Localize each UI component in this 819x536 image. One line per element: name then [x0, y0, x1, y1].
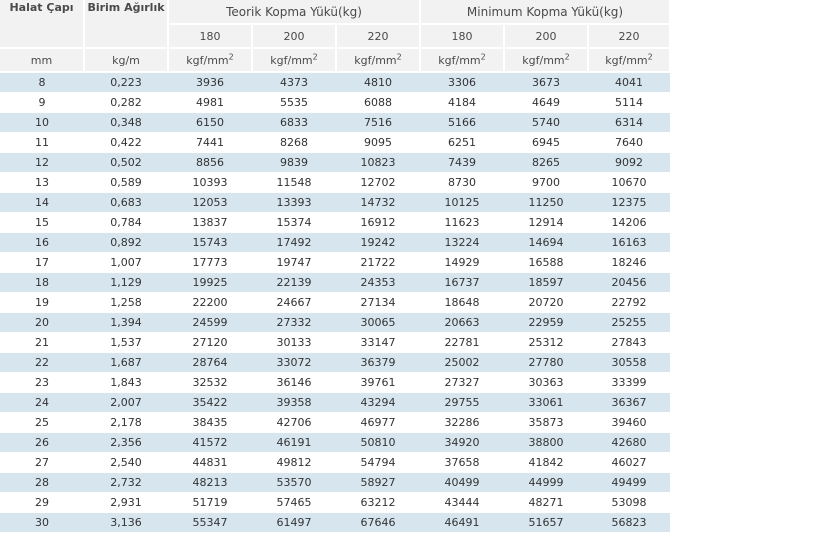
table-row [0, 173, 670, 193]
cell-unit-weight: 3,136 [84, 513, 168, 533]
cell-teorik-180: 51719 [168, 493, 252, 513]
cell-minimum-220: 42680 [588, 433, 670, 453]
table-row [0, 473, 670, 493]
cell-teorik-200: 9839 [252, 153, 336, 173]
cell-diameter: 12 [0, 153, 84, 173]
table-row [0, 213, 670, 233]
cell-minimum-200: 44999 [504, 473, 588, 493]
cell-minimum-220: 9092 [588, 153, 670, 173]
cell-minimum-220: 6314 [588, 113, 670, 133]
cell-teorik-180: 13837 [168, 213, 252, 233]
cell-unit-weight: 2,732 [84, 473, 168, 493]
table-row [0, 72, 670, 93]
cell-minimum-200: 6945 [504, 133, 588, 153]
cell-diameter: 29 [0, 493, 84, 513]
cell-teorik-220: 30065 [336, 313, 420, 333]
cell-unit-weight: 0,892 [84, 233, 168, 253]
table-row [0, 293, 670, 313]
cell-minimum-180: 27327 [420, 373, 504, 393]
cell-minimum-180: 5166 [420, 113, 504, 133]
cell-teorik-180: 7441 [168, 133, 252, 153]
cell-diameter: 14 [0, 193, 84, 213]
cell-minimum-200: 5740 [504, 113, 588, 133]
cell-minimum-180: 43444 [420, 493, 504, 513]
cell-minimum-220: 10670 [588, 173, 670, 193]
table-row [0, 253, 670, 273]
cell-teorik-220: 16912 [336, 213, 420, 233]
cell-teorik-180: 55347 [168, 513, 252, 533]
table-row [0, 193, 670, 213]
cell-minimum-180: 11623 [420, 213, 504, 233]
cell-teorik-200: 30133 [252, 333, 336, 353]
cell-teorik-220: 67646 [336, 513, 420, 533]
grade-minimum-200: 200 [504, 24, 588, 48]
cell-teorik-220: 6088 [336, 93, 420, 113]
cell-diameter: 24 [0, 393, 84, 413]
cell-minimum-220: 39460 [588, 413, 670, 433]
cell-teorik-180: 15743 [168, 233, 252, 253]
table-row [0, 393, 670, 413]
unit-strength: kgf/$mm^2$ [588, 48, 670, 72]
cell-teorik-220: 63212 [336, 493, 420, 513]
cell-teorik-200: 22139 [252, 273, 336, 293]
cell-unit-weight: 0,348 [84, 113, 168, 133]
cell-unit-weight: 2,178 [84, 413, 168, 433]
cell-minimum-180: 3306 [420, 72, 504, 93]
cell-minimum-180: 6251 [420, 133, 504, 153]
cell-teorik-220: 24353 [336, 273, 420, 293]
cell-teorik-200: 13393 [252, 193, 336, 213]
cell-teorik-180: 8856 [168, 153, 252, 173]
cell-teorik-200: 39358 [252, 393, 336, 413]
unit-weight: kg/m [84, 48, 168, 72]
cell-unit-weight: 0,784 [84, 213, 168, 233]
cell-minimum-180: 16737 [420, 273, 504, 293]
cell-diameter: 20 [0, 313, 84, 333]
cell-diameter: 23 [0, 373, 84, 393]
cell-diameter: 21 [0, 333, 84, 353]
cell-diameter: 11 [0, 133, 84, 153]
cell-minimum-180: 8730 [420, 173, 504, 193]
table-row [0, 93, 670, 113]
cell-minimum-220: 56823 [588, 513, 670, 533]
table-row [0, 313, 670, 333]
cell-minimum-200: 33061 [504, 393, 588, 413]
table-row [0, 413, 670, 433]
cell-unit-weight: 1,687 [84, 353, 168, 373]
cell-minimum-180: 4184 [420, 93, 504, 113]
cell-diameter: 10 [0, 113, 84, 133]
header-teorik-kopma: Teorik Kopma Yükü(kg) [168, 0, 420, 24]
cell-minimum-200: 16588 [504, 253, 588, 273]
cell-unit-weight: 0,282 [84, 93, 168, 113]
cell-minimum-200: 25312 [504, 333, 588, 353]
cell-teorik-200: 15374 [252, 213, 336, 233]
cell-minimum-220: 20456 [588, 273, 670, 293]
cell-teorik-180: 12053 [168, 193, 252, 213]
cell-teorik-180: 3936 [168, 72, 252, 93]
table-row [0, 233, 670, 253]
cell-teorik-180: 4981 [168, 93, 252, 113]
cell-minimum-200: 41842 [504, 453, 588, 473]
cell-minimum-200: 3673 [504, 72, 588, 93]
cell-minimum-180: 14929 [420, 253, 504, 273]
cell-minimum-220: 18246 [588, 253, 670, 273]
cell-minimum-220: 49499 [588, 473, 670, 493]
cell-minimum-180: 34920 [420, 433, 504, 453]
cell-unit-weight: 1,258 [84, 293, 168, 313]
cell-teorik-220: 33147 [336, 333, 420, 353]
cell-minimum-180: 46491 [420, 513, 504, 533]
cell-minimum-200: 22959 [504, 313, 588, 333]
grade-minimum-180: 180 [420, 24, 504, 48]
cell-teorik-180: 32532 [168, 373, 252, 393]
cell-teorik-220: 4810 [336, 72, 420, 93]
cell-diameter: 9 [0, 93, 84, 113]
cell-teorik-220: 46977 [336, 413, 420, 433]
cell-unit-weight: 1,394 [84, 313, 168, 333]
cell-minimum-220: 27843 [588, 333, 670, 353]
cell-minimum-220: 5114 [588, 93, 670, 113]
cell-minimum-200: 51657 [504, 513, 588, 533]
cell-minimum-200: 9700 [504, 173, 588, 193]
header-halat-capi: Halat Çapı [0, 0, 84, 48]
cell-minimum-180: 40499 [420, 473, 504, 493]
cell-minimum-220: 46027 [588, 453, 670, 473]
cell-teorik-180: 6150 [168, 113, 252, 133]
cell-teorik-180: 27120 [168, 333, 252, 353]
cell-diameter: 17 [0, 253, 84, 273]
table-row [0, 273, 670, 293]
cell-minimum-200: 20720 [504, 293, 588, 313]
cell-unit-weight: 0,589 [84, 173, 168, 193]
unit-diameter: mm [0, 48, 84, 72]
cell-minimum-200: 11250 [504, 193, 588, 213]
cell-minimum-220: 4041 [588, 72, 670, 93]
cell-unit-weight: 2,540 [84, 453, 168, 473]
cell-minimum-180: 22781 [420, 333, 504, 353]
table-row [0, 133, 670, 153]
cell-minimum-180: 25002 [420, 353, 504, 373]
table-row [0, 493, 670, 513]
cell-teorik-200: 57465 [252, 493, 336, 513]
cell-diameter: 15 [0, 213, 84, 233]
cell-teorik-180: 35422 [168, 393, 252, 413]
cell-minimum-200: 38800 [504, 433, 588, 453]
cell-teorik-200: 11548 [252, 173, 336, 193]
cell-diameter: 25 [0, 413, 84, 433]
cell-minimum-200: 18597 [504, 273, 588, 293]
cell-teorik-220: 9095 [336, 133, 420, 153]
cell-teorik-180: 44831 [168, 453, 252, 473]
cell-teorik-180: 19925 [168, 273, 252, 293]
cell-teorik-180: 28764 [168, 353, 252, 373]
cell-teorik-220: 54794 [336, 453, 420, 473]
cell-teorik-220: 7516 [336, 113, 420, 133]
cell-teorik-200: 53570 [252, 473, 336, 493]
grade-teorik-220: 220 [336, 24, 420, 48]
table-row [0, 453, 670, 473]
cell-minimum-200: 14694 [504, 233, 588, 253]
cell-unit-weight: 1,843 [84, 373, 168, 393]
cell-minimum-180: 29755 [420, 393, 504, 413]
cell-minimum-200: 12914 [504, 213, 588, 233]
cell-minimum-200: 8265 [504, 153, 588, 173]
cell-teorik-200: 17492 [252, 233, 336, 253]
cell-diameter: 30 [0, 513, 84, 533]
cell-teorik-220: 27134 [336, 293, 420, 313]
cell-minimum-220: 7640 [588, 133, 670, 153]
cell-unit-weight: 2,931 [84, 493, 168, 513]
cell-unit-weight: 0,422 [84, 133, 168, 153]
cell-diameter: 13 [0, 173, 84, 193]
header-minimum-kopma: Minimum Kopma Yükü(kg) [420, 0, 670, 24]
cell-diameter: 28 [0, 473, 84, 493]
cell-unit-weight: 2,356 [84, 433, 168, 453]
unit-strength: kgf/$mm^2$ [504, 48, 588, 72]
table-row [0, 373, 670, 393]
cell-teorik-200: 19747 [252, 253, 336, 273]
cell-minimum-220: 53098 [588, 493, 670, 513]
cell-teorik-180: 48213 [168, 473, 252, 493]
cell-teorik-220: 10823 [336, 153, 420, 173]
cell-teorik-180: 10393 [168, 173, 252, 193]
cell-minimum-180: 10125 [420, 193, 504, 213]
cell-unit-weight: 2,007 [84, 393, 168, 413]
cell-minimum-200: 48271 [504, 493, 588, 513]
cell-minimum-200: 35873 [504, 413, 588, 433]
grade-minimum-220: 220 [588, 24, 670, 48]
cell-minimum-220: 36367 [588, 393, 670, 413]
cell-teorik-180: 24599 [168, 313, 252, 333]
cell-diameter: 22 [0, 353, 84, 373]
cell-teorik-200: 4373 [252, 72, 336, 93]
cell-teorik-220: 50810 [336, 433, 420, 453]
cell-teorik-200: 24667 [252, 293, 336, 313]
cell-diameter: 26 [0, 433, 84, 453]
cell-teorik-200: 8268 [252, 133, 336, 153]
table-body [0, 72, 670, 533]
cell-unit-weight: 1,537 [84, 333, 168, 353]
cell-diameter: 8 [0, 72, 84, 93]
cell-unit-weight: 1,007 [84, 253, 168, 273]
cell-teorik-220: 14732 [336, 193, 420, 213]
cell-minimum-220: 22792 [588, 293, 670, 313]
cell-minimum-220: 30558 [588, 353, 670, 373]
grade-teorik-200: 200 [252, 24, 336, 48]
cell-minimum-180: 37658 [420, 453, 504, 473]
cell-diameter: 19 [0, 293, 84, 313]
cell-minimum-220: 12375 [588, 193, 670, 213]
cell-teorik-220: 58927 [336, 473, 420, 493]
cell-minimum-180: 32286 [420, 413, 504, 433]
cell-teorik-180: 17773 [168, 253, 252, 273]
cell-teorik-180: 38435 [168, 413, 252, 433]
cell-unit-weight: 0,223 [84, 72, 168, 93]
grade-teorik-180: 180 [168, 24, 252, 48]
table-row [0, 333, 670, 353]
table-row [0, 153, 670, 173]
cell-unit-weight: 0,683 [84, 193, 168, 213]
cell-teorik-200: 46191 [252, 433, 336, 453]
table-row [0, 113, 670, 133]
units-row [0, 48, 670, 72]
cell-teorik-200: 42706 [252, 413, 336, 433]
cell-minimum-200: 30363 [504, 373, 588, 393]
cell-teorik-220: 12702 [336, 173, 420, 193]
cell-minimum-180: 13224 [420, 233, 504, 253]
cell-minimum-220: 25255 [588, 313, 670, 333]
unit-strength: kgf/$mm^2$ [420, 48, 504, 72]
unit-strength: kgf/$mm^2$ [336, 48, 420, 72]
cell-teorik-200: 33072 [252, 353, 336, 373]
cell-minimum-180: 7439 [420, 153, 504, 173]
cell-unit-weight: 1,129 [84, 273, 168, 293]
cell-minimum-220: 14206 [588, 213, 670, 233]
cell-teorik-220: 21722 [336, 253, 420, 273]
table-row [0, 433, 670, 453]
cell-minimum-200: 4649 [504, 93, 588, 113]
cell-teorik-220: 43294 [336, 393, 420, 413]
cell-teorik-200: 6833 [252, 113, 336, 133]
unit-strength: kgf/$mm^2$ [252, 48, 336, 72]
cell-diameter: 18 [0, 273, 84, 293]
cell-teorik-220: 19242 [336, 233, 420, 253]
unit-strength: kgf/$mm^2$ [168, 48, 252, 72]
cell-minimum-200: 27780 [504, 353, 588, 373]
cell-unit-weight: 0,502 [84, 153, 168, 173]
cell-teorik-200: 61497 [252, 513, 336, 533]
table-header [0, 0, 670, 72]
cell-diameter: 16 [0, 233, 84, 253]
cell-teorik-200: 36146 [252, 373, 336, 393]
cell-teorik-220: 39761 [336, 373, 420, 393]
cell-teorik-200: 5535 [252, 93, 336, 113]
cell-diameter: 27 [0, 453, 84, 473]
cell-teorik-180: 41572 [168, 433, 252, 453]
cell-minimum-220: 33399 [588, 373, 670, 393]
cell-teorik-180: 22200 [168, 293, 252, 313]
table-row [0, 513, 670, 533]
cell-minimum-180: 20663 [420, 313, 504, 333]
header-birim-agirlik: Birim Ağırlık [84, 0, 168, 48]
cell-minimum-180: 18648 [420, 293, 504, 313]
cell-teorik-200: 27332 [252, 313, 336, 333]
cell-teorik-200: 49812 [252, 453, 336, 473]
cell-minimum-220: 16163 [588, 233, 670, 253]
cell-teorik-220: 36379 [336, 353, 420, 373]
table-row [0, 353, 670, 373]
